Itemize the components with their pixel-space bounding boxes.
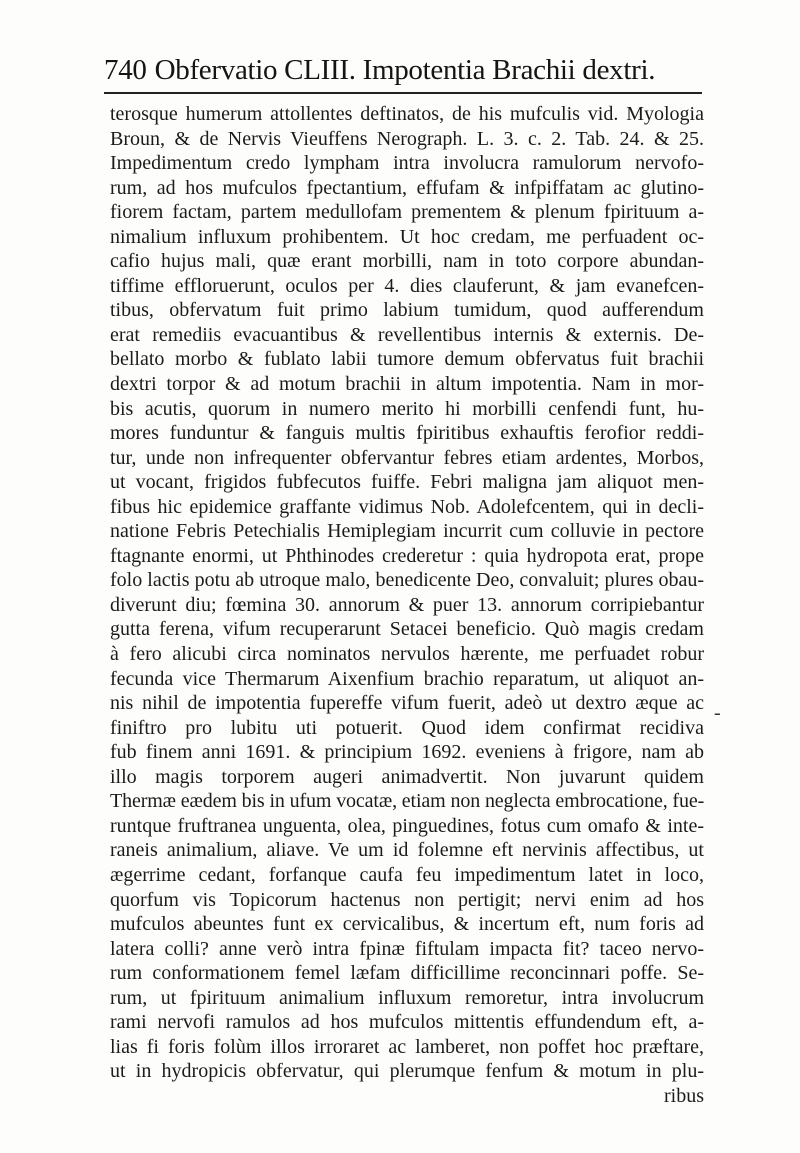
text-line: gutta ferena, vifum recuperarunt Setacei beneficio. Quò magis credam [110,618,704,641]
text-line: Impedimentum credo lympham intra involucra ramulorum nervofo- [110,152,704,175]
text-line: Broun, & de Nervis Vieuffens Nerograph. L. 3. c. 2. Tab. 24. & 25. [110,127,704,150]
body-text [110,102,704,1108]
text-line: ægerrime cedant, forfanque caufa feu impedimentum latet in loco, [110,863,704,886]
text-line: erat remediis evacuantibus & revellentibus internis & externis. De- [110,323,704,346]
text-line: nimalium influxum prohibentem. Ut hoc credam, me perfuadent oc- [110,225,704,248]
text-line: dextri torpor & ad motum brachii in altum impotentia. Nam in mor- [110,373,704,396]
text-line: ut in hydropicis obfervatur, qui plerumque fenfum & motum in plu- [110,1060,704,1083]
text-line: bellato morbo & fublato labii tumore demum obfervatus fuit brachii [110,348,704,371]
text-line: runtque fruftranea unguenta, olea, pinguedines, fotus cum omafo & inte- [110,814,704,837]
text-line: tiffime effloruerunt, oculos per 4. dies clauferunt, & jam evanefcen- [110,274,704,297]
text-line: rami nervofi ramulos ad hos mufculos mittentis effundendum eft, a- [110,1011,704,1034]
text-line: natione Febris Petechialis Hemiplegiam incurrit cum colluvie in pectore [110,520,704,543]
running-title: Obfervatio CLIII. Impotentia Brachii dextri. [154,54,656,86]
text-line: tur, unde non infrequenter obfervantur febres etiam ardentes, Morbos, [110,446,704,469]
text-line: raneis animalium, aliave. Ve um id folemne eft nervinis affectibus, ut [110,839,704,862]
text-line: fecunda vice Thermarum Aixenfium brachio reparatum, ut aliquot an- [110,667,704,690]
running-header [104,52,710,88]
text-line: rum, ut fpirituum animalium influxum remoretur, intra involucrum [110,986,704,1009]
text-line: Thermæ eædem bis in ufum vocatæ, etiam non neglecta embrocatione, fue- [110,790,705,813]
text-line: finiftro pro lubitu uti potuerit. Quod idem confirmat recidiva [110,716,704,739]
text-line: à fero alicubi circa nominatos nervulos hærente, me perfuadet robur [110,643,704,666]
text-line: mores funduntur & fanguis multis fpiritibus exhauftis ferofior reddi- [110,422,704,445]
text-line: quorfum vis Topicorum hactenus non pertigit; nervi enim ad hos [110,888,704,911]
text-line: ribus [664,1084,704,1107]
text-line: tibus, obfervatum fuit primo labium tumidum, quod aufferendum [110,299,704,322]
text-line: nis nihil de impotentia fupereffe vifum fuerit, adeò ut dextro æque ac [110,692,704,715]
text-line: fub finem anni 1691. & principium 1692. eveniens à frigore, nam ab [110,741,704,764]
text-line: bis acutis, quorum in numero merito hi morbilli cenfendi funt, hu- [110,397,704,420]
text-line: latera colli? anne verò intra fpinæ fiftulam impacta fit? taceo nervo- [110,937,704,960]
marginal-mark: - [714,702,721,724]
text-line: ftagnante enormi, ut Phthinodes crederetur : quia hydropota erat, prope [110,544,704,567]
text-line: illo magis torporem augeri animadvertit. Non juvarunt quidem [110,765,704,788]
text-line: lias fi foris folùm illos irroraret ac lamberet, non poffet hoc præftare, [110,1035,704,1058]
text-line: fiorem factam, partem medullofam prementem & plenum fpirituum a- [110,201,704,224]
text-line: ut vocant, frigidos fubfecutos fuiffe. Febri maligna jam aliquot men- [110,471,704,494]
page-number: 740 [104,54,147,86]
text-line: folo lactis potu ab utroque malo, benedicente Deo, convaluit; plures obau- [110,569,704,592]
header-rule [104,92,702,94]
text-line: cafio hujus mali, quæ erant morbilli, nam in toto corpore abundan- [110,250,704,273]
text-line: rum conformationem femel læfam difficillime reconcinnari poffe. Se- [110,962,704,985]
text-line: diverunt diu; fœmina 30. annorum & puer 13. annorum corripiebantur [110,593,704,616]
text-line: mufculos abeuntes funt ex cervicalibus, & incertum eft, num foris ad [110,913,704,936]
text-line: fibus hic epidemice graffante vidimus Nob. Adolefcentem, qui in decli- [110,495,704,518]
text-line: terosque humerum attollentes deftinatos, de his mufculis vid. Myologia [110,103,704,125]
text-line: rum, ad hos mufculos fpectantium, effufam & infpiffatam ac glutino- [110,176,704,199]
